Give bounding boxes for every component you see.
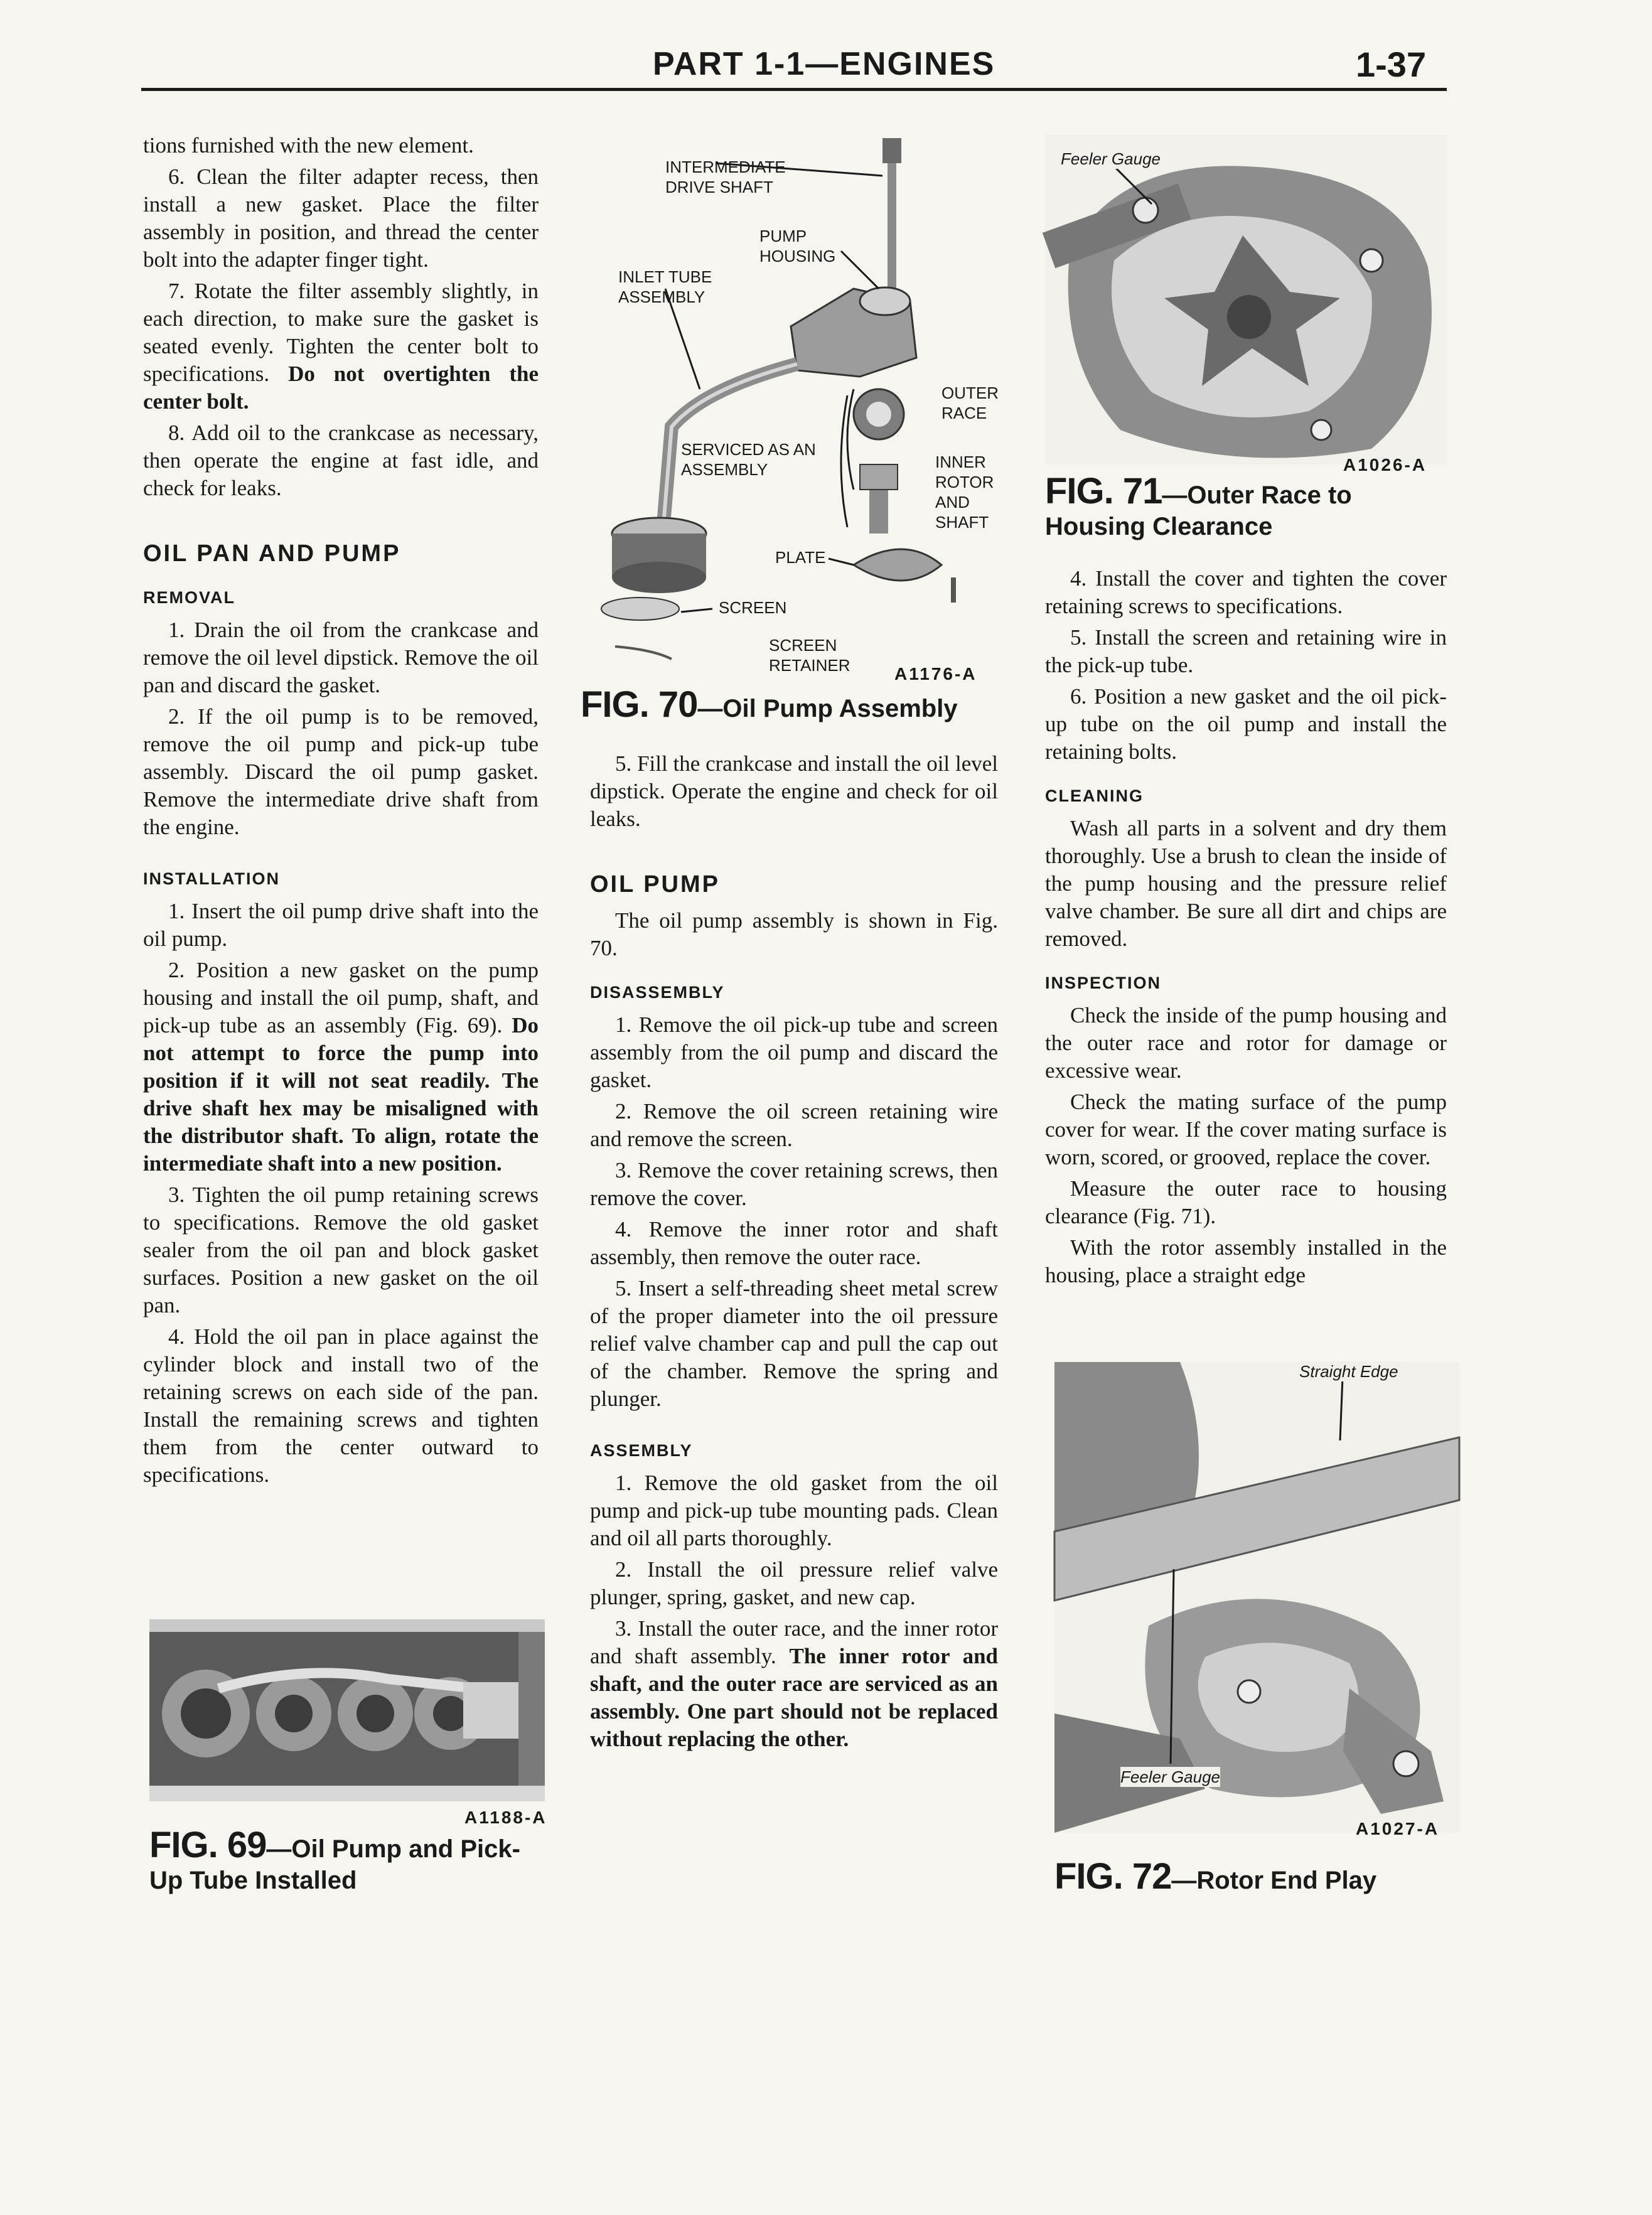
- paragraph: 5. Install the screen and retaining wire in the pick-up tube.: [1045, 625, 1447, 677]
- fig72-photo: [1054, 1362, 1459, 1833]
- label-feeler-gauge: Feeler Gauge: [1061, 149, 1161, 168]
- paragraph: 2. Install the oil pressure relief valve plunger, spring, gasket, and new cap.: [590, 1557, 998, 1609]
- page-number: 1-37: [1356, 45, 1427, 84]
- paragraph: 2. If the oil pump is to be removed, remove the oil pump and pick-up tube assembly. Discard the oil pump gasket. Remove the intermediate drive shaft from the engine.: [143, 704, 539, 839]
- paragraph: With the rotor assembly installed in the housing, place a straight edge: [1045, 1235, 1447, 1287]
- label-serviced-as-assembly: SERVICED AS AN ASSEMBLY: [681, 440, 816, 479]
- paragraph: Wash all parts in a solvent and dry them thoroughly. Use a brush to clean the inside of the pump housing and the pressure relief valve chamber. Be sure all dirt and chips are removed.: [1045, 816, 1447, 951]
- label-inlet-tube-assembly: INLET TUBE ASSEMBLY: [618, 267, 712, 306]
- paragraph: 5. Fill the crankcase and install the oil level dipstick. Operate the engine and check for oil leaks.: [590, 751, 998, 831]
- fig69-photo: [149, 1619, 545, 1801]
- paragraph: 1. Remove the old gasket from the oil pump and pick-up tube mounting pads. Clean and oil all parts thoroughly.: [590, 1471, 998, 1550]
- label-screen: SCREEN: [719, 598, 787, 617]
- section-heading: OIL PAN AND PUMP: [143, 540, 401, 567]
- fig71-id: A1026-A: [1343, 455, 1427, 475]
- outer-race-clearance-illustration: [1045, 135, 1447, 464]
- paragraph: tions furnished with the new element.: [143, 133, 474, 158]
- paragraph: 6. Clean the filter adapter recess, then install a new gasket. Place the filter assembly in position, and thread the center bolt into the adapter finger tight.: [143, 164, 539, 272]
- label-straight-edge: Straight Edge: [1299, 1362, 1398, 1381]
- label-feeler-gauge: Feeler Gauge: [1120, 1767, 1220, 1786]
- paragraph: 5. Insert a self-threading sheet metal screw of the proper diameter into the oil pressure relief valve chamber cap and pull the cap out of the chamber. Remove the spring and plunger.: [590, 1276, 998, 1411]
- subsection-heading: INSTALLATION: [143, 869, 280, 888]
- paragraph: Check the mating surface of the pump cover for wear. If the cover mating surface is worn, scored, or grooved, replace the cover.: [1045, 1090, 1447, 1169]
- label-plate: PLATE: [775, 548, 826, 567]
- label-inner-rotor-shaft: INNER ROTOR AND SHAFT: [935, 453, 994, 532]
- fig71-photo: [1045, 135, 1447, 464]
- fig71-caption: FIG. 71—Outer Race to Housing Clearance: [1045, 471, 1352, 540]
- paragraph: 3. Tighten the oil pump retaining screws to specifications. Remove the old gasket sealer from the oil pan and block gasket surfaces. Position a new gasket on the oil pan.: [143, 1183, 539, 1317]
- header-rule: [141, 88, 1447, 91]
- label-pump-housing: PUMP HOUSING: [759, 227, 836, 265]
- paragraph: 8. Add oil to the crankcase as necessary, then operate the engine at fast idle, and check for leaks.: [143, 421, 539, 500]
- paragraph: 7. Rotate the filter assembly slightly, in each direction, to make sure the gasket is seated evenly. Tighten the center bolt to specifications. Do not overtighten the center bolt.: [143, 279, 539, 414]
- fig69-caption: FIG. 69—Oil Pump and Pick-Up Tube Installed: [149, 1825, 520, 1894]
- rotor-end-play-illustration: [1054, 1362, 1459, 1833]
- fig70-id: A1176-A: [894, 664, 977, 684]
- fig72-caption: FIG. 72—Rotor End Play: [1054, 1856, 1377, 1897]
- label-intermediate-drive-shaft: INTERMEDIATE DRIVE SHAFT: [665, 158, 786, 196]
- subsection-heading: ASSEMBLY: [590, 1441, 693, 1460]
- paragraph: 4. Remove the inner rotor and shaft assembly, then remove the outer race.: [590, 1217, 998, 1269]
- subsection-heading: REMOVAL: [143, 588, 235, 607]
- page-header-title: PART 1-1—ENGINES: [653, 46, 995, 82]
- paragraph: 4. Install the cover and tighten the cover retaining screws to specifications.: [1045, 566, 1447, 618]
- section-heading: OIL PUMP: [590, 871, 720, 898]
- subsection-heading: DISASSEMBLY: [590, 983, 725, 1002]
- paragraph: 6. Position a new gasket and the oil pick-up tube on the oil pump and install the retaining bolts.: [1045, 684, 1447, 764]
- paragraph: Measure the outer race to housing clearance (Fig. 71).: [1045, 1176, 1447, 1228]
- paragraph: Check the inside of the pump housing and the outer race and rotor for damage or excessive wear.: [1045, 1003, 1447, 1083]
- fig70-caption: FIG. 70—Oil Pump Assembly: [581, 684, 958, 725]
- paragraph: 2. Remove the oil screen retaining wire and remove the screen.: [590, 1099, 998, 1151]
- column-1: [143, 132, 539, 1493]
- paragraph: 2. Position a new gasket on the pump housing and install the oil pump, shaft, and pick-up tube as an assembly (Fig. 69). Do not attempt to force the pump into position if it will not seat readily. The drive shaft hex may be misaligned with the distributor shaft. To align, rotate the intermediate shaft into a new position.: [143, 958, 539, 1176]
- subsection-heading: INSPECTION: [1045, 973, 1162, 992]
- paragraph: 3. Install the outer race, and the inner rotor and shaft assembly. The inner rotor and shaft, and the outer race are serviced as an assembly. One part should not be replaced without replacing the other.: [590, 1616, 999, 1751]
- label-screen-retainer: SCREEN RETAINER: [769, 636, 850, 675]
- engine-block-illustration: [149, 1619, 545, 1801]
- paragraph: 4. Hold the oil pan in place against the cylinder block and install two of the retaining screws on each side of the pan. Install the remaining screws and tighten them from the center outward to specifications.: [143, 1324, 539, 1487]
- fig72-id: A1027-A: [1356, 1819, 1440, 1838]
- column-3: [1045, 565, 1447, 1293]
- paragraph: 3. Remove the cover retaining screws, then remove the cover.: [590, 1158, 998, 1210]
- paragraph: 1. Drain the oil from the crankcase and remove the oil level dipstick. Remove the oil pan and discard the gasket.: [143, 618, 539, 697]
- subsection-heading: CLEANING: [1045, 786, 1144, 805]
- column-2: [590, 750, 998, 1757]
- paragraph: The oil pump assembly is shown in Fig. 70.: [590, 908, 998, 960]
- label-outer-race: OUTER RACE: [941, 383, 999, 422]
- fig69-id: A1188-A: [464, 1808, 547, 1827]
- paragraph: 1. Remove the oil pick-up tube and screen assembly from the oil pump and discard the gasket.: [590, 1012, 998, 1092]
- paragraph: 1. Insert the oil pump drive shaft into the oil pump.: [143, 899, 539, 951]
